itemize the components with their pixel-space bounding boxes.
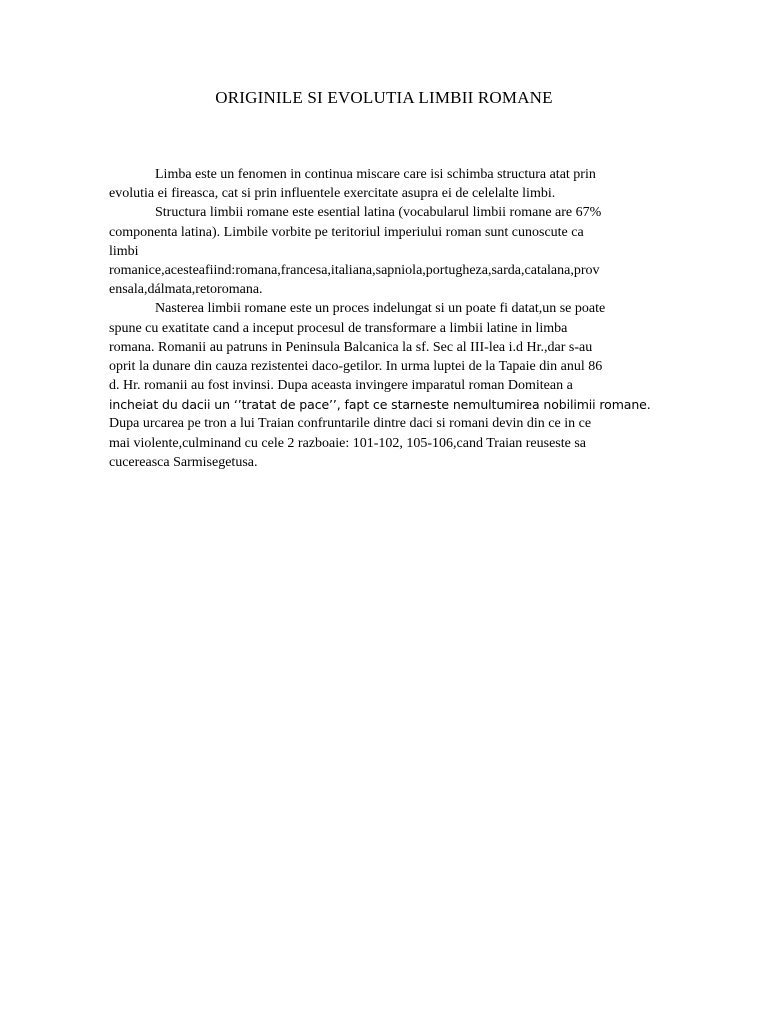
body-line: incheiat du dacii un ‘’tratat de pace’’, fapt ce starneste nemultumirea nobilimii romane. (109, 397, 651, 413)
body-line: cucereasca Sarmisegetusa. (109, 454, 258, 470)
body-line: romanice,acesteafiind:romana,francesa,italiana,sapniola,portugheza,sarda,catalana,prov (109, 262, 600, 278)
body-line: oprit la dunare din cauza rezistentei daco-getilor. In urma luptei de la Tapaie din anul 86 (109, 358, 603, 374)
document-body (109, 165, 661, 472)
body-line: d. Hr. romanii au fost invinsi. Dupa aceasta invingere imparatul roman Domitean a (109, 378, 573, 394)
document-title: ORIGINILE SI EVOLUTIA LIMBII ROMANE (215, 88, 553, 107)
body-line: evolutia ei fireasca, cat si prin influentele exercitate asupra ei de celelalte limbi. (109, 186, 556, 202)
body-line: componenta latina). Limbile vorbite pe teritoriul imperiului roman sunt cunoscute ca (109, 224, 584, 240)
body-line: ensala,dálmata,retoromana. (109, 282, 263, 298)
body-line: Structura limbii romane este esential latina (vocabularul limbii romane are 67% (155, 205, 602, 221)
body-line: romana. Romanii au patruns in Peninsula Balcanica la sf. Sec al III-lea i.d Hr.,dar s-au (109, 339, 593, 355)
body-line: Dupa urcarea pe tron a lui Traian confruntarile dintre daci si romani devin din ce in ce (109, 416, 592, 432)
body-line: Limba este un fenomen in continua miscare care isi schimba structura atat prin (155, 167, 596, 182)
body-line: spune cu exatitate cand a inceput procesul de transformare a limbii latine in limba (109, 320, 568, 336)
body-line: limbi (109, 243, 139, 259)
body-line: Nasterea limbii romane este un proces indelungat si un poate fi datat,un se poate (155, 301, 606, 317)
body-line: mai violente,culminand cu cele 2 razboaie: 101-102, 105-106,cand Traian reuseste sa (109, 435, 587, 451)
